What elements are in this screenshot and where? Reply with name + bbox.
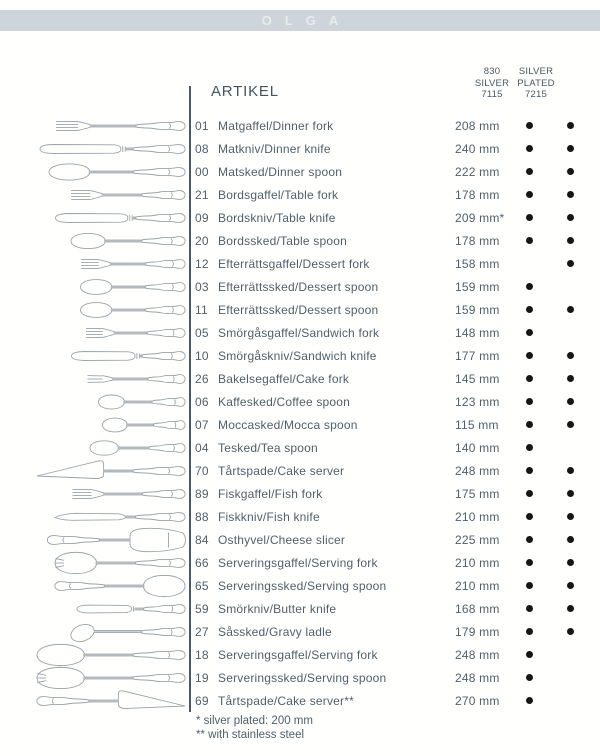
- availability-silver-plated: [545, 651, 595, 658]
- article-code: 66: [195, 555, 209, 570]
- availability-830-silver: [513, 421, 545, 428]
- availability-830-silver: [513, 168, 545, 175]
- article-size: 148 mm: [455, 325, 500, 340]
- dot-icon: [526, 605, 533, 612]
- column-header-line: 830: [483, 66, 501, 77]
- availability-silver-plated: [545, 260, 595, 267]
- footnote-silver-plated: * silver plated: 200 mm: [196, 715, 313, 727]
- dot-icon: [567, 352, 574, 359]
- table-row: [195, 367, 595, 390]
- dot-icon: [526, 582, 533, 589]
- dot-icon: [526, 513, 533, 520]
- article-size: 210 mm: [455, 578, 500, 593]
- dot-icon: [567, 421, 574, 428]
- table-row: [195, 643, 595, 666]
- availability-830-silver: [513, 398, 545, 405]
- article-code: 88: [195, 509, 209, 524]
- article-code: 21: [195, 187, 209, 202]
- dot-icon: [526, 145, 533, 152]
- dot-icon: [526, 628, 533, 635]
- illustration-sandwich-fork-icon: [86, 328, 185, 337]
- dot-icon: [567, 628, 574, 635]
- article-code: 19: [195, 670, 209, 685]
- availability-silver-plated: [545, 559, 595, 566]
- dot-icon: [567, 490, 574, 497]
- dot-icon: [526, 283, 533, 290]
- article-code: 11: [195, 302, 208, 317]
- availability-silver-plated: [545, 490, 595, 497]
- article-size: 158 mm: [455, 256, 500, 271]
- table-row: [195, 436, 595, 459]
- article-code: 12: [195, 256, 209, 271]
- article-name: Serveringsgaffel/Serving fork: [218, 555, 378, 570]
- availability-silver-plated: [545, 375, 595, 382]
- availability-silver-plated: [545, 467, 595, 474]
- dot-icon: [526, 122, 533, 129]
- dot-icon: [526, 559, 533, 566]
- artikel-column-header: ARTIKEL: [211, 83, 279, 100]
- article-name: Fiskgaffel/Fish fork: [218, 486, 323, 501]
- article-size: 178 mm: [455, 187, 500, 202]
- dot-icon: [526, 191, 533, 198]
- availability-silver-plated: [545, 398, 595, 405]
- brand-bar: [0, 10, 600, 31]
- article-size: 248 mm: [455, 463, 500, 478]
- dot-icon: [567, 122, 574, 129]
- article-size: 175 mm: [455, 486, 500, 501]
- article-size: 209 mm*: [455, 210, 505, 225]
- article-size: 177 mm: [455, 348, 500, 363]
- availability-silver-plated: [545, 352, 595, 359]
- illustration-cake-server-icon: [37, 461, 185, 479]
- article-name: Matkniv/Dinner knife: [218, 141, 331, 156]
- column-header-line: 7215: [525, 89, 547, 100]
- availability-830-silver: [513, 283, 545, 290]
- dot-icon: [526, 467, 533, 474]
- article-size: 115 mm: [455, 417, 499, 432]
- article-size: 123 mm: [455, 394, 500, 409]
- availability-silver-plated: [545, 168, 595, 175]
- article-code: 10: [195, 348, 209, 363]
- table-row: [195, 505, 595, 528]
- article-name: Fiskkniv/Fish knife: [218, 509, 320, 524]
- footnotes: [196, 714, 313, 742]
- article-code: 18: [195, 647, 209, 662]
- illustration-tea-spoon-icon: [90, 441, 185, 455]
- table-row: [195, 160, 595, 183]
- availability-830-silver: [513, 651, 545, 658]
- illustration-dessert-spoon-icon: [81, 280, 186, 295]
- availability-silver-plated: [545, 237, 595, 244]
- illustration-sandwich-knife-icon: [72, 352, 186, 361]
- availability-830-silver: [513, 513, 545, 520]
- dot-icon: [526, 697, 533, 704]
- dot-icon: [567, 306, 574, 313]
- table-row: [195, 620, 595, 643]
- availability-silver-plated: [545, 674, 595, 681]
- dot-icon: [567, 536, 574, 543]
- article-code: 03: [195, 279, 209, 294]
- article-table: [195, 114, 595, 712]
- article-name: Smörgåsgaffel/Sandwich fork: [218, 325, 380, 340]
- availability-830-silver: [513, 674, 545, 681]
- availability-830-silver: [513, 375, 545, 382]
- article-code: 65: [195, 578, 209, 593]
- article-code: 59: [195, 601, 209, 616]
- article-size: 222 mm: [455, 164, 500, 179]
- illustration-cake-server-icon: [37, 691, 185, 709]
- illustration-serving-fork-icon: [37, 644, 185, 665]
- dot-icon: [526, 352, 533, 359]
- dot-icon: [526, 375, 533, 382]
- availability-830-silver: [513, 352, 545, 359]
- article-code: 89: [195, 486, 209, 501]
- illustration-table-fork-icon: [71, 190, 185, 199]
- article-code: 00: [195, 164, 209, 179]
- availability-830-silver: [513, 145, 545, 152]
- article-code: 84: [195, 532, 209, 547]
- article-name: Matgaffel/Dinner fork: [218, 118, 334, 133]
- article-size: 178 mm: [455, 233, 500, 248]
- table-row: [195, 137, 595, 160]
- dot-icon: [567, 605, 574, 612]
- availability-silver-plated: [545, 306, 595, 313]
- table-row: [195, 275, 595, 298]
- article-size: 248 mm: [455, 670, 500, 685]
- article-code: 26: [195, 371, 209, 386]
- table-row: [195, 206, 595, 229]
- illustration-serving-spoon-icon: [37, 667, 185, 688]
- column-header-line: 7115: [481, 89, 503, 100]
- article-name: Efterrättssked/Dessert spoon: [218, 302, 379, 317]
- illustration-dessert-fork-icon: [81, 259, 185, 268]
- dot-icon: [526, 214, 533, 221]
- table-row: [195, 666, 595, 689]
- article-name: Bordssked/Table spoon: [218, 233, 347, 248]
- dot-icon: [526, 536, 533, 543]
- illustration-cheese-slicer-icon: [48, 528, 186, 551]
- article-size: 240 mm: [455, 141, 500, 156]
- table-row: [195, 413, 595, 436]
- illustration-butter-knife-icon: [77, 605, 185, 614]
- dot-icon: [567, 582, 574, 589]
- dot-icon: [526, 674, 533, 681]
- illustration-cake-fork-icon: [88, 375, 186, 384]
- brand-title: OLGA: [261, 13, 352, 28]
- availability-830-silver: [513, 237, 545, 244]
- article-size: 159 mm: [455, 302, 500, 317]
- availability-silver-plated: [545, 628, 595, 635]
- article-name: Såssked/Gravy ladle: [218, 624, 332, 639]
- table-row: [195, 229, 595, 252]
- article-name: Moccasked/Mocca spoon: [218, 417, 358, 432]
- illustration-serving-fork-icon: [55, 552, 185, 573]
- availability-silver-plated: [545, 329, 595, 336]
- article-size: 145 mm: [455, 371, 500, 386]
- availability-silver-plated: [545, 513, 595, 520]
- dot-icon: [526, 168, 533, 175]
- illustration-dinner-knife-icon: [40, 145, 185, 154]
- availability-830-silver: [513, 444, 545, 451]
- table-row: [195, 114, 595, 137]
- availability-silver-plated: [545, 122, 595, 129]
- article-size: 208 mm: [455, 118, 500, 133]
- availability-830-silver: [513, 467, 545, 474]
- availability-830-silver: [513, 536, 545, 543]
- dot-icon: [526, 306, 533, 313]
- availability-830-silver: [513, 628, 545, 635]
- availability-silver-plated: [545, 214, 595, 221]
- article-name: Matsked/Dinner spoon: [218, 164, 343, 179]
- dot-icon: [526, 651, 533, 658]
- availability-830-silver: [513, 582, 545, 589]
- dot-icon: [567, 513, 574, 520]
- illustration-gravy-ladle-icon: [68, 621, 185, 644]
- article-code: 04: [195, 440, 209, 455]
- dot-icon: [567, 168, 574, 175]
- illustration-table-knife-icon: [56, 214, 186, 223]
- dot-icon: [567, 237, 574, 244]
- table-row: [195, 482, 595, 505]
- article-code: 08: [195, 141, 209, 156]
- availability-silver-plated: [545, 582, 595, 589]
- availability-silver-plated: [545, 283, 595, 290]
- dot-icon: [567, 145, 574, 152]
- availability-silver-plated: [545, 421, 595, 428]
- table-row: [195, 298, 595, 321]
- table-row: [195, 344, 595, 367]
- article-name: Tårtspade/Cake server: [218, 463, 345, 478]
- table-row: [195, 689, 595, 712]
- article-size: 210 mm: [455, 509, 500, 524]
- availability-830-silver: [513, 490, 545, 497]
- article-name: Serveringsgaffel/Serving fork: [218, 647, 378, 662]
- article-code: 07: [195, 417, 209, 432]
- table-row: [195, 459, 595, 482]
- table-row: [195, 597, 595, 620]
- table-row: [195, 528, 595, 551]
- table-row: [195, 252, 595, 275]
- dot-icon: [526, 398, 533, 405]
- article-size: 225 mm: [455, 532, 500, 547]
- article-name: Serveringssked/Serving spoon: [218, 670, 387, 685]
- article-size: 140 mm: [455, 440, 500, 455]
- article-name: Serveringssked/Serving spoon: [218, 578, 387, 593]
- article-name: Tårtspade/Cake server**: [218, 693, 354, 708]
- dot-icon: [567, 214, 574, 221]
- table-row: [195, 321, 595, 344]
- article-name: Efterrättsgaffel/Dessert fork: [218, 256, 370, 271]
- illustration-fish-knife-icon: [55, 513, 185, 522]
- illustration-dinner-fork-icon: [56, 121, 185, 130]
- availability-830-silver: [513, 559, 545, 566]
- table-row: [195, 574, 595, 597]
- article-name: Kaffesked/Coffee spoon: [218, 394, 351, 409]
- article-code: 70: [195, 463, 209, 478]
- dot-icon: [526, 237, 533, 244]
- illustration-mocca-spoon-icon: [103, 418, 186, 432]
- table-row: [195, 183, 595, 206]
- column-header-line: SILVER: [518, 66, 554, 77]
- dot-icon: [567, 467, 574, 474]
- cutlery-illustrations: [0, 114, 190, 712]
- illustration-dessert-spoon-icon: [81, 303, 186, 318]
- article-size: 270 mm: [455, 693, 500, 708]
- column-header-line: SILVER: [474, 77, 510, 89]
- availability-830-silver: [513, 214, 545, 221]
- availability-silver-plated: [545, 536, 595, 543]
- article-size: 248 mm: [455, 647, 500, 662]
- availability-silver-plated: [545, 697, 595, 704]
- article-name: Osthyvel/Cheese slicer: [218, 532, 346, 547]
- footnote-stainless: ** with stainless steel: [196, 729, 305, 741]
- article-code: 05: [195, 325, 209, 340]
- dot-icon: [567, 559, 574, 566]
- article-name: Efterrättssked/Dessert spoon: [218, 279, 379, 294]
- availability-830-silver: [513, 122, 545, 129]
- availability-silver-plated: [545, 605, 595, 612]
- dot-icon: [526, 444, 533, 451]
- article-name: Bordsgaffel/Table fork: [218, 187, 339, 202]
- dot-icon: [526, 421, 533, 428]
- article-code: 09: [195, 210, 209, 225]
- illustration-coffee-spoon-icon: [99, 395, 186, 409]
- availability-830-silver: [513, 306, 545, 313]
- article-code: 69: [195, 693, 209, 708]
- article-code: 06: [195, 394, 209, 409]
- article-size: 159 mm: [455, 279, 500, 294]
- dot-icon: [526, 490, 533, 497]
- availability-silver-plated: [545, 444, 595, 451]
- article-code: 27: [195, 624, 209, 639]
- availability-830-silver: [513, 260, 545, 267]
- dot-icon: [567, 191, 574, 198]
- table-row: [195, 390, 595, 413]
- illustration-serving-spoon-icon: [55, 575, 185, 596]
- article-size: 168 mm: [455, 601, 500, 616]
- illustration-table-spoon-icon: [71, 233, 185, 248]
- article-name: Smörkniv/Butter knife: [218, 601, 337, 616]
- availability-830-silver: [513, 329, 545, 336]
- article-name: Tesked/Tea spoon: [218, 440, 318, 455]
- availability-830-silver: [513, 697, 545, 704]
- dot-icon: [567, 398, 574, 405]
- dot-icon: [567, 260, 574, 267]
- dot-icon: [526, 329, 533, 336]
- article-name: Bakelsegaffel/Cake fork: [218, 371, 350, 386]
- column-header-line: PLATED: [517, 77, 555, 89]
- article-size: 179 mm: [455, 624, 500, 639]
- illustration-dinner-spoon-icon: [49, 164, 185, 180]
- article-name: Smörgåskniv/Sandwich knife: [218, 348, 377, 363]
- column-header-silver-plated-7215: [506, 66, 566, 101]
- availability-silver-plated: [545, 191, 595, 198]
- article-name: Bordskniv/Table knife: [218, 210, 336, 225]
- availability-830-silver: [513, 605, 545, 612]
- table-row: [195, 551, 595, 574]
- article-code: 01: [195, 118, 209, 133]
- dot-icon: [567, 375, 574, 382]
- article-size: 210 mm: [455, 555, 500, 570]
- availability-830-silver: [513, 191, 545, 198]
- article-code: 20: [195, 233, 209, 248]
- illustration-fish-fork-icon: [73, 489, 186, 498]
- availability-silver-plated: [545, 145, 595, 152]
